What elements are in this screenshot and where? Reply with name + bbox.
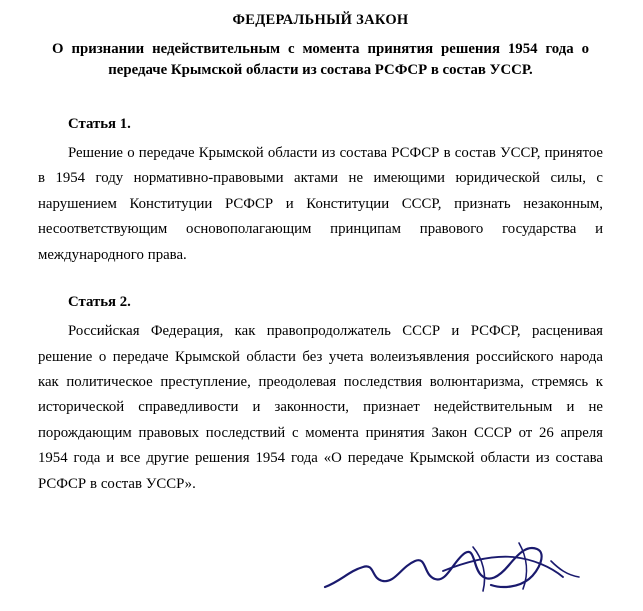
handwritten-signature-icon [323,541,583,611]
document-title: ФЕДЕРАЛЬНЫЙ ЗАКОН [232,12,409,28]
document-subtitle: О признании недействительным с момента принятия решения 1954 года о передаче Крымской области из состава РСФСР в состав УССР. [52,41,589,79]
article-2-heading: Статья 2. [68,294,131,311]
spacer-after-subtitle [38,82,603,116]
article-1-text: Решение о передаче Крымской области из состава РСФСР в состав УССР, принятое в 1954 году нормативно-правовыми актами не имеющими юридической силы, с нарушением Конституции РСФСР и Конституции СССР, признать незаконным, несоответствующим основополагающим принципам правового государства и международного права. [38,144,603,263]
article-1-heading: Статья 1. [68,115,131,132]
spacer-between-articles [38,268,603,294]
article-2-text: Российская Федерация, как правопродолжатель СССР и РСФСР, расценивая решение о передаче Крымской области без учета волеизъявления российского народа как политическое преступление, преодолевая последствия волюнтаризма, стремясь к исторической справедливости и законности, признает недействительным и не порождающим правовых последствий с момента принятия Закон СССР от 26 апреля 1954 года и все другие решения 1954 года «О передаче Крымской области из состава РСФСР в состав УССР». [38,323,603,492]
